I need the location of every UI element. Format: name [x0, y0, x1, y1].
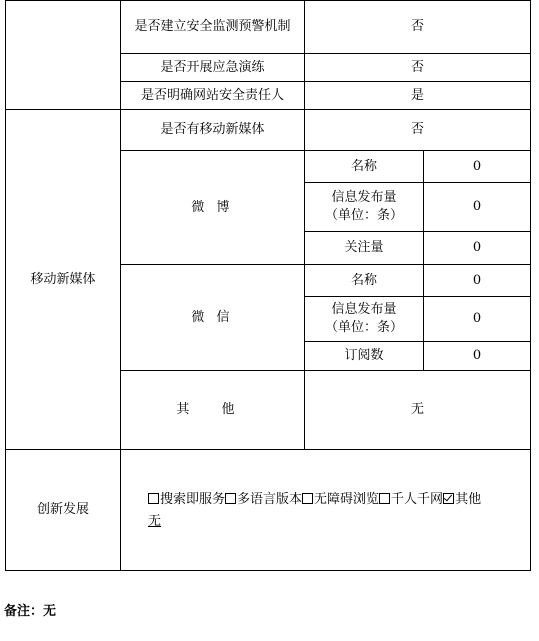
warning-mechanism-value: 否	[410, 19, 424, 34]
option-search-as-service[interactable]: 搜索即服务	[148, 492, 225, 507]
other-media-value: 无	[410, 402, 424, 417]
checkbox-icon[interactable]	[302, 493, 313, 504]
weibo-name-value: 0	[472, 158, 482, 174]
wechat-publish-count-label: 信息发布量（单位：条）	[324, 302, 403, 335]
wechat-label: 微 信	[191, 309, 234, 325]
warning-mechanism-label: 是否建立安全监测预警机制	[134, 19, 291, 34]
innovation-label: 创新发展	[36, 502, 89, 517]
checkbox-icon[interactable]	[225, 493, 236, 504]
remarks: 备注：无	[4, 604, 57, 619]
option-other[interactable]: 其他	[443, 492, 481, 507]
option-accessibility[interactable]: 无障碍浏览	[302, 492, 379, 507]
option-multilingual[interactable]: 多语言版本	[225, 492, 302, 507]
weibo-name-label: 名称	[350, 158, 377, 174]
weibo-publish-count-label: 信息发布量（单位：条）	[324, 190, 403, 223]
wechat-subscribers-label: 订阅数	[344, 348, 384, 363]
responsible-person-label: 是否明确网站安全责任人	[140, 87, 284, 103]
has-new-media-label: 是否有移动新媒体	[160, 122, 265, 137]
weibo-followers-label: 关注量	[344, 240, 384, 255]
responsible-person-value: 是	[410, 87, 424, 103]
option-personalized[interactable]: 千人千网	[379, 492, 443, 507]
weibo-label: 微 博	[191, 199, 234, 215]
other-text: 无	[148, 514, 162, 529]
weibo-followers-value: 0	[472, 240, 482, 255]
emergency-drill-label: 是否开展应急演练	[160, 59, 265, 75]
checkbox-icon[interactable]	[379, 493, 390, 504]
checkbox-icon[interactable]	[148, 493, 159, 504]
wechat-publish-count-value: 0	[472, 311, 482, 326]
wechat-name-value: 0	[472, 272, 482, 288]
checked-checkbox-icon[interactable]	[443, 493, 454, 504]
wechat-subscribers-value: 0	[472, 348, 482, 363]
other-media-label: 其 他	[176, 402, 249, 417]
has-new-media-value: 否	[410, 122, 424, 137]
emergency-drill-value: 否	[410, 59, 424, 75]
weibo-publish-count-value: 0	[472, 199, 482, 214]
wechat-name-label: 名称	[350, 272, 377, 288]
innovation-options	[148, 489, 528, 533]
mobile-media-section-label: 移动新媒体	[30, 271, 96, 287]
